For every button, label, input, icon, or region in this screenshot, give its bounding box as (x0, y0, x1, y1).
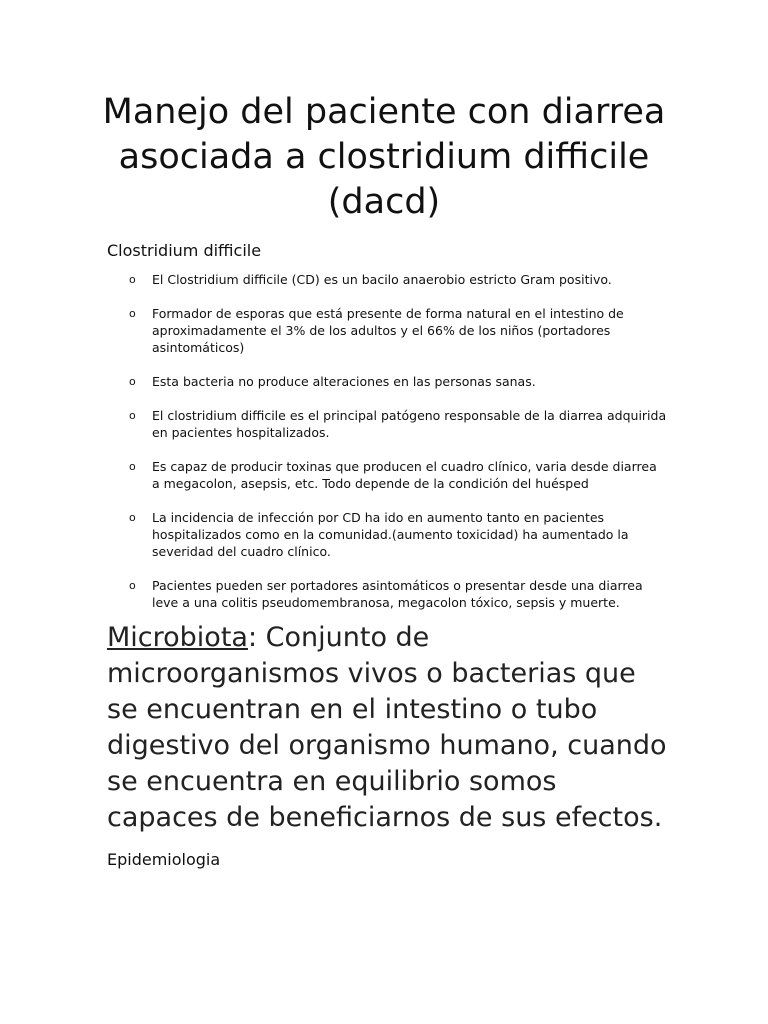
list-item (0, 373, 768, 390)
bullet-text: Formador de esporas que está presente de forma natural en el intestino de aproximadamente el 3% de los adultos y el 66% de los niños (portadores asintomáticos) (152, 306, 624, 355)
microbiota-term: Microbiota (107, 622, 248, 653)
bullet-list (0, 271, 768, 611)
bullet-marker: o (129, 273, 136, 286)
list-item (0, 407, 768, 441)
list-item (0, 305, 768, 356)
section-heading: Clostridium difficile (107, 241, 262, 260)
bullet-text: Es capaz de producir toxinas que producen el cuadro clínico, varia desde diarrea a megacolon, asepsis, etc. Todo depende de la condición del huésped (152, 459, 657, 491)
list-item (0, 577, 768, 611)
bullet-text: El Clostridium difficile (CD) es un bacilo anaerobio estricto Gram positivo. (152, 272, 612, 287)
bullet-text: Esta bacteria no produce alteraciones en las personas sanas. (152, 374, 536, 389)
bullet-marker: o (129, 375, 136, 388)
microbiota-definition: : Conjunto de microorganismos vivos o bacterias que se encuentran en el intestino o tubo digestivo del organismo humano, cuando se encuentra en equilibrio somos capaces de beneficiarnos de sus efectos. (107, 622, 667, 833)
list-item (0, 271, 768, 288)
list-item (0, 509, 768, 560)
bullet-marker: o (129, 460, 136, 473)
microbiota-paragraph (107, 620, 667, 836)
bullet-marker: o (129, 409, 136, 422)
bullet-text: Pacientes pueden ser portadores asintomáticos o presentar desde una diarrea leve a una colitis pseudomembranosa, megacolon tóxico, sepsis y muerte. (152, 578, 643, 610)
bullet-marker: o (129, 579, 136, 592)
bullet-marker: o (129, 307, 136, 320)
bullet-text: El clostridium difficile es el principal patógeno responsable de la diarrea adquirida en pacientes hospitalizados. (152, 408, 667, 440)
bullet-marker: o (129, 511, 136, 524)
epidemiology-heading: Epidemiologia (107, 850, 221, 869)
bullet-text: La incidencia de infección por CD ha ido en aumento tanto en pacientes hospitalizados como en la comunidad.(aumento toxicidad) ha aumentado la severidad del cuadro clínico. (152, 510, 629, 559)
list-item (0, 458, 768, 492)
page-title: Manejo del paciente con diarrea asociada a clostridium difficile (dacd) (102, 92, 666, 222)
